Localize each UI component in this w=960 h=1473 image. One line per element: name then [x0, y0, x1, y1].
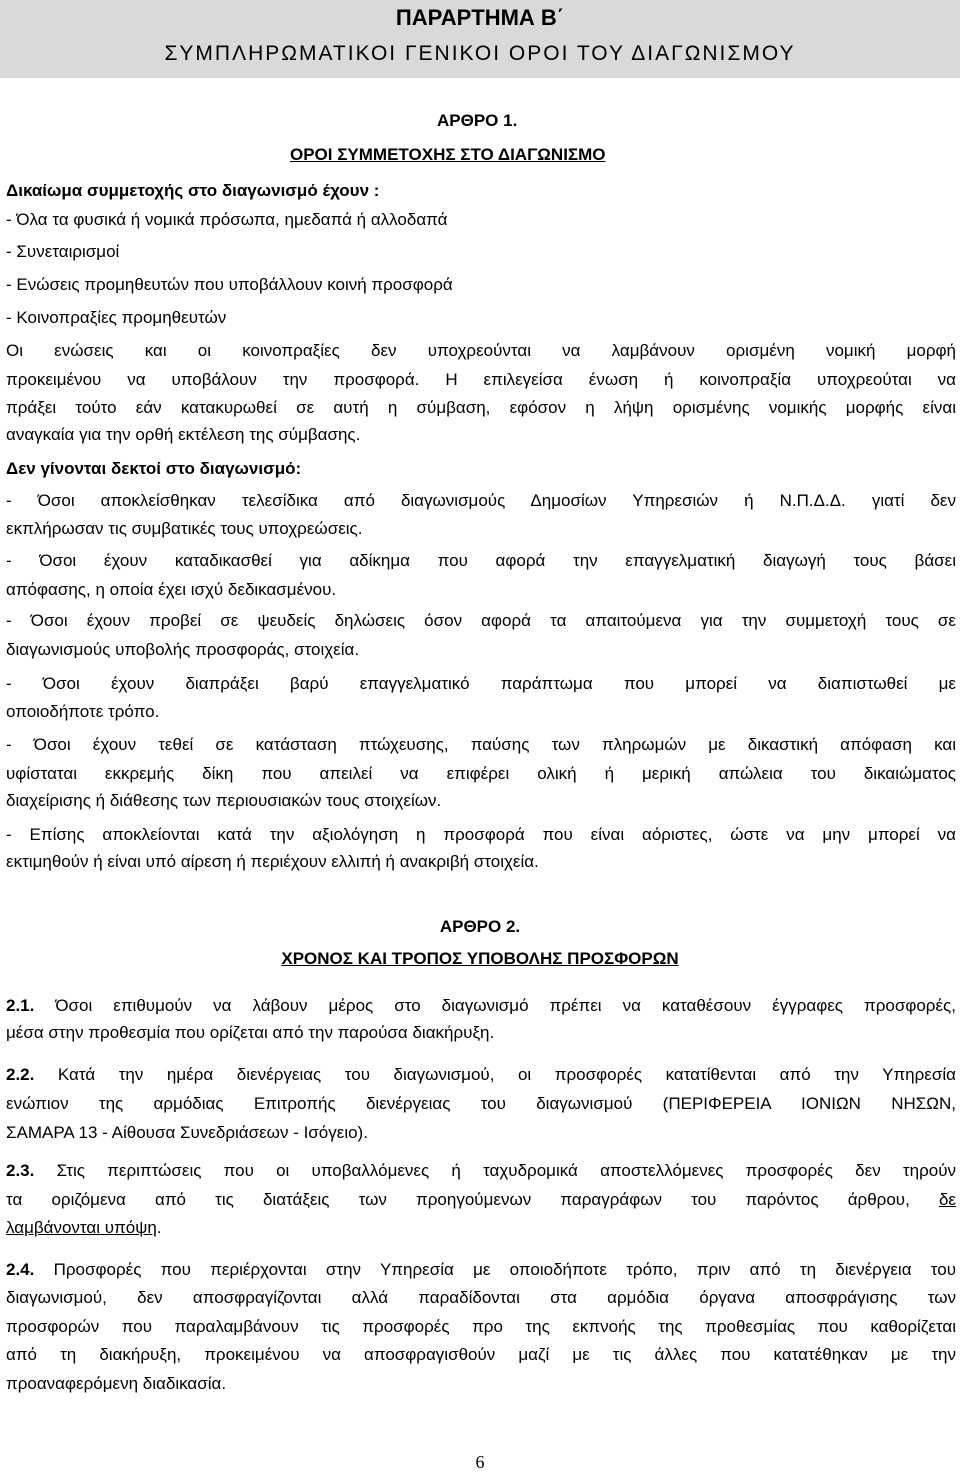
excluded-item-line: - Όσοι αποκλείσθηκαν τελεσίδικα από διαγωνισμούς Δημοσίων Υπηρεσιών ή Ν.Π.Δ.Δ. γιατί δεν [6, 491, 956, 510]
paragraph-2-3-underlined: λαμβάνονται υπόψη [6, 1218, 157, 1237]
appendix-subtitle: ΣΥΜΠΛΗΡΩΜΑΤΙΚΟΙ ΓΕΝΙΚΟΙ ΟΡΟΙ ΤΟΥ ΔΙΑΓΩΝΙΣΜΟΥ [164, 42, 796, 65]
paragraph-2-3-line [6, 1217, 956, 1239]
appendix-header [0, 0, 960, 78]
paragraph-2-4-line: διαγωνισμού, δεν αποσφραγίζονται αλλά παραδίδονται στα αρμόδια όργανα αποσφράγισης των [6, 1288, 956, 1307]
paragraph-2-1-number: 2.1. [6, 996, 35, 1015]
excluded-item-line: διαγωνισμούς υποβολής προσφοράς, στοιχεία. [6, 640, 360, 659]
article2-number: ΑΡΘΡΟ 2. [439, 917, 521, 936]
paragraph-2-3-text: τα οριζόμενα από τις διατάξεις των προηγούμενων παραγράφων του παρόντος άρθρου, [6, 1190, 910, 1209]
paragraph-2-2-text: Κατά την ημέρα διενέργειας του διαγωνισμού, οι προσφορές κατατίθενται από την Υπηρεσία [57, 1065, 956, 1084]
unions-text-line: προκειμένου να υποβάλουν την προσφορά. Η επιλεγείσα ένωση ή κοινοπραξία υποχρεούται να [6, 370, 956, 389]
excluded-item-line: - Επίσης αποκλείονται κατά την αξιολόγηση η προσφορά που είναι αόριστες, ώστε να μην μπορεί να [6, 825, 956, 844]
eligible-item: - Ενώσεις προμηθευτών που υποβάλλουν κοινή προσφορά [6, 275, 453, 294]
paragraph-2-2-line: ΣΑΜΑΡΑ 13 - Αίθουσα Συνεδριάσεων - Ισόγειο). [6, 1123, 368, 1142]
paragraph-2-4-text: Προσφορές που περιέρχονται στην Υπηρεσία με οποιοδήποτε τρόπο, πριν από τη διενέργεια του [53, 1260, 956, 1279]
paragraph-2-3-underlined: δε [938, 1190, 956, 1209]
eligibility-heading: Δικαίωμα συμμετοχής στο διαγωνισμό έχουν : [6, 181, 380, 200]
paragraph-2-1-line [6, 995, 956, 1017]
unions-text-line: πράξει τούτο εάν κατακυρωθεί σε αυτή η σύμβαση, εφόσον η λήψη ορισμένης νομικής μορφής είναι [6, 398, 956, 417]
paragraph-2-3-text: . [156, 1218, 162, 1237]
excluded-item-line: εκπλήρωσαν τις συμβατικές τους υποχρεώσεις. [6, 519, 363, 538]
excluded-item-line: οποιοδήποτε τρόπο. [6, 702, 160, 721]
article1-number: ΑΡΘΡΟ 1. [437, 111, 518, 130]
appendix-title: ΠΑΡΑΡΤΗΜΑ Β΄ [395, 5, 565, 30]
article1-title: ΟΡΟΙ ΣΥΜΜΕΤΟΧΗΣ ΣΤΟ ΔΙΑΓΩΝΙΣΜΟ [290, 145, 606, 164]
excluded-item-line: διαχείρισης ή διάθεσης των περιουσιακών τους στοιχείων. [6, 791, 442, 810]
paragraph-2-4-line: προσφορών που παραλαμβάνουν τις προσφορές προ της εκπνοής της προθεσμίας που καθορίζεται [6, 1317, 956, 1336]
article2-title: ΧΡΟΝΟΣ ΚΑΙ ΤΡΟΠΟΣ ΥΠΟΒΟΛΗΣ ΠΡΟΣΦΟΡΩΝ [281, 949, 679, 968]
excluded-item-line: - Όσοι έχουν τεθεί σε κατάσταση πτώχευσης, παύσης των πληρωμών με δικαστική απόφαση και [6, 735, 956, 754]
excluded-heading: Δεν γίνονται δεκτοί στο διαγωνισμό: [6, 459, 302, 478]
paragraph-2-1-text: Όσοι επιθυμούν να λάβουν μέρος στο διαγωνισμό πρέπει να καταθέσουν έγγραφες προσφορές, [55, 996, 956, 1015]
paragraph-2-2-number: 2.2. [6, 1065, 35, 1084]
eligible-item: - Συνεταιρισμοί [6, 242, 120, 261]
paragraph-2-3-line [6, 1160, 956, 1182]
excluded-item-line: - Όσοι έχουν καταδικασθεί για αδίκημα που αφορά την επαγγελματική διαγωγή τους βάσει [6, 551, 956, 570]
paragraph-2-4-line [6, 1259, 956, 1281]
paragraph-2-4-number: 2.4. [6, 1260, 35, 1279]
excluded-item-line: εκτιμηθούν ή είναι υπό αίρεση ή περιέχουν ελλιπή ή ανακριβή στοιχεία. [6, 852, 539, 871]
paragraph-2-1-line: μέσα στην προθεσμία που ορίζεται από την παρούσα διακήρυξη. [6, 1023, 495, 1042]
unions-text-line: αναγκαία για την ορθή εκτέλεση της σύμβασης. [6, 425, 361, 444]
excluded-item-line: υφίσταται εκκρεμής δίκη που απειλεί να επιφέρει ολική ή μερική απώλεια του δικαιώματος [6, 764, 956, 783]
unions-text-line: Οι ενώσεις και οι κοινοπραξίες δεν υποχρεούνται να λαμβάνουν ορισμένη νομική μορφή [6, 341, 956, 360]
eligible-item: - Κοινοπραξίες προμηθευτών [6, 308, 227, 327]
page-number: 6 [475, 1452, 485, 1472]
paragraph-2-3-line [6, 1189, 956, 1211]
eligible-item: - Όλα τα φυσικά ή νομικά πρόσωπα, ημεδαπά ή αλλοδαπά [6, 210, 448, 229]
paragraph-2-3-text: Στις περιπτώσεις που οι υποβαλλόμενες ή ταχυδρομικά αποστελλόμενες προσφορές δεν τηρούν [56, 1161, 956, 1180]
paragraph-2-2-line: ενώπιον της αρμόδιας Επιτροπής διενέργειας του διαγωνισμού (ΠΕΡΙΦΕΡΕΙΑ ΙΟΝΙΩΝ ΝΗΣΩΝ, [6, 1094, 956, 1113]
excluded-item-line: απόφασης, η οποία έχει ισχύ δεδικασμένου. [6, 580, 337, 599]
paragraph-2-3-number: 2.3. [6, 1161, 35, 1180]
paragraph-2-4-line: από τη διακήρυξη, προκειμένου να αποσφραγισθούν μαζί με τις άλλες που κατατέθηκαν με την [6, 1345, 956, 1364]
paragraph-2-4-line: προαναφερόμενη διαδικασία. [6, 1374, 227, 1393]
paragraph-2-2-line [6, 1064, 956, 1086]
excluded-item-line: - Όσοι έχουν προβεί σε ψευδείς δηλώσεις όσον αφορά τα απαιτούμενα για την συμμετοχή τους σε [6, 611, 956, 630]
excluded-item-line: - Όσοι έχουν διαπράξει βαρύ επαγγελματικό παράπτωμα που μπορεί να διαπιστωθεί με [6, 674, 956, 693]
